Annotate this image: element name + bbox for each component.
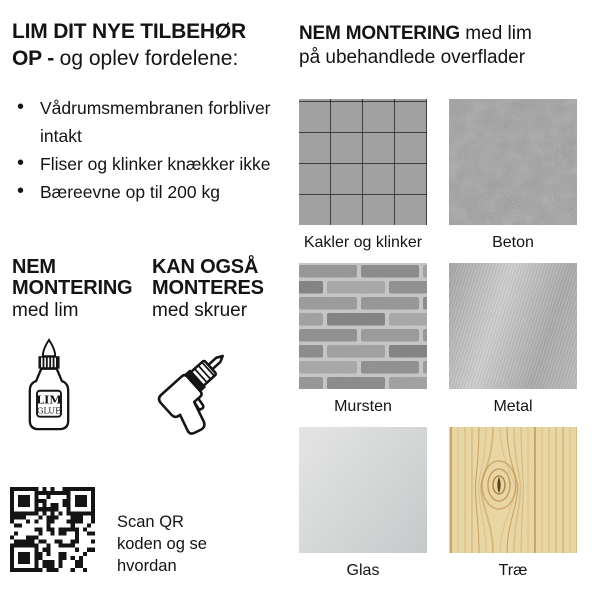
material-figure-concrete	[449, 99, 577, 252]
materials-grid	[299, 99, 581, 580]
qr-caption-line: hvordan	[117, 557, 177, 575]
screw-method	[152, 257, 297, 440]
screw-method-title	[152, 257, 297, 299]
glue-method-title	[12, 257, 152, 299]
surfaces-heading-bold: NEM MONTERING	[299, 23, 461, 44]
benefit-item: • Bæreevne op til 200 kg	[12, 178, 284, 206]
material-figure-tiles	[299, 99, 427, 252]
screw-title-line1: KAN OGSÅ	[152, 256, 259, 278]
glue-method	[12, 257, 152, 440]
glue-bottle-icon	[20, 337, 152, 438]
qr-caption-line: koden og se	[117, 535, 207, 553]
benefit-item: • Vådrumsmembranen forbliver intakt	[12, 94, 284, 150]
material-label: Beton	[492, 234, 534, 251]
drill-icon	[144, 337, 297, 440]
screw-title-line2: MONTERES	[152, 277, 264, 299]
glue-label-lim: LIM	[36, 393, 62, 407]
qr-section	[10, 487, 207, 577]
bricks-swatch	[299, 263, 427, 389]
wood-swatch	[449, 427, 577, 553]
screw-method-subtitle: med skruer	[152, 300, 248, 321]
material-label: Metal	[493, 398, 533, 415]
metal-swatch	[449, 263, 577, 389]
surfaces-heading-reg2: på ubehandlede overflader	[299, 47, 526, 68]
glue-method-subtitle: med lim	[12, 300, 79, 321]
qr-caption	[117, 487, 207, 577]
qr-caption-line: Scan QR	[117, 513, 184, 531]
title-regular-part: og oplev fordelene:	[59, 47, 239, 70]
material-figure-wood	[449, 427, 577, 580]
page-title-line1	[12, 18, 297, 45]
material-figure-bricks	[299, 263, 427, 416]
qr-code	[10, 487, 95, 572]
glue-title-line2: MONTERING	[12, 277, 133, 299]
material-label: Kakler og klinker	[303, 234, 423, 251]
material-figure-metal	[449, 263, 577, 416]
material-label: Mursten	[334, 398, 392, 415]
material-label: Træ	[498, 562, 528, 579]
page-title-line2	[12, 45, 297, 72]
surfaces-section	[299, 22, 581, 580]
glass-swatch	[299, 427, 427, 553]
surfaces-heading	[299, 22, 581, 70]
tiles-swatch	[299, 99, 427, 225]
title-bold-part: LIM DIT NYE TILBEHØR	[12, 20, 246, 43]
material-label: Glas	[346, 562, 380, 579]
title-bold-part2: OP -	[12, 47, 54, 70]
concrete-swatch	[449, 99, 577, 225]
glue-title-line1: NEM	[12, 256, 56, 278]
page-title	[12, 18, 297, 72]
surfaces-heading-reg1: med lim	[465, 23, 532, 44]
benefits-list	[12, 94, 284, 206]
glue-label-glue: GLUE	[36, 405, 62, 416]
benefit-item: • Fliser og klinker knækker ikke	[12, 150, 284, 178]
material-figure-glass	[299, 427, 427, 580]
mounting-methods	[12, 257, 297, 440]
